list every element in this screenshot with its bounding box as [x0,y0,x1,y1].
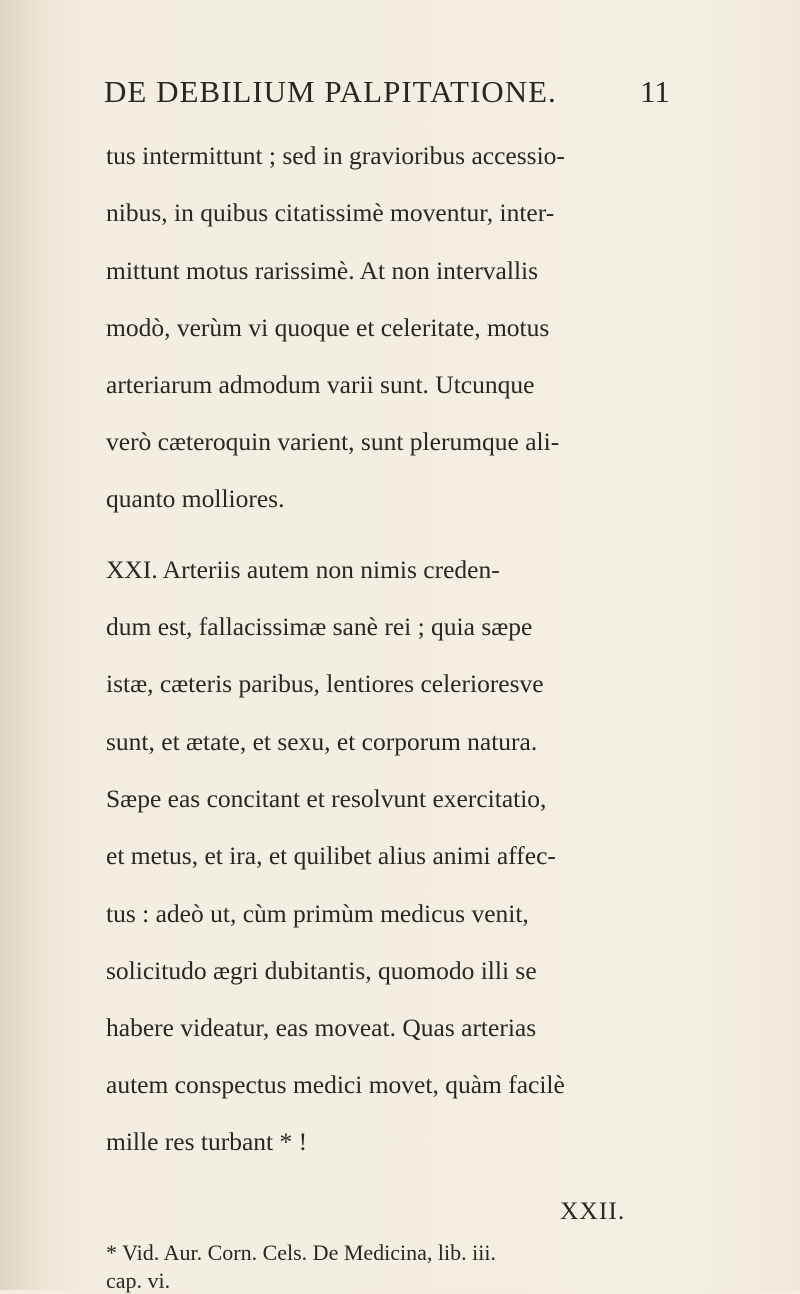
text-line: arteriarum admodum varii sunt. Utcunque [106,370,535,399]
text-line: modò, verùm vi quoque et celeritate, motus [106,313,550,342]
text-line: quanto molliores. [106,484,285,513]
text-line: istæ, cæteris paribus, lentiores celerioresve [106,669,544,698]
page-number: 11 [640,74,670,109]
running-title: DE DEBILIUM PALPITATIONE. [104,74,557,109]
text-line: mittunt motus rarissimè. At non intervallis [106,256,539,285]
page-header [0,74,800,118]
text-line: Sæpe eas concitant et resolvunt exercitatio, [106,784,547,813]
text-line: tus intermittunt ; sed in gravioribus accessio- [106,141,565,170]
text-line: autem conspectus medici movet, quàm facilè [106,1070,565,1099]
text-line: nibus, in quibus citatissimè moventur, inter- [106,198,555,227]
text-line: verò cæteroquin varient, sunt plerumque ali- [106,427,560,456]
section-heading-line: XXI. Arteriis autem non nimis creden- [106,555,500,584]
text-line: habere videatur, eas moveat. Quas arterias [106,1013,537,1042]
text-line: solicitudo ægri dubitantis, quomodo illi se [106,956,537,985]
catchword: XXII. [560,1196,626,1225]
footnote-line: * Vid. Aur. Corn. Cels. De Medicina, lib. iii. [106,1240,496,1265]
text-line: et metus, et ira, et quilibet alius animi affec- [106,841,556,870]
text-line: mille res turbant * ! [106,1127,308,1156]
text-line: tus : adeò ut, cùm primùm medicus venit, [106,899,529,928]
footnote-line: cap. vi. [106,1268,171,1293]
text-line: sunt, et ætate, et sexu, et corporum natura. [106,727,538,756]
text-line: dum est, fallacissimæ sanè rei ; quia sæpe [106,612,533,641]
